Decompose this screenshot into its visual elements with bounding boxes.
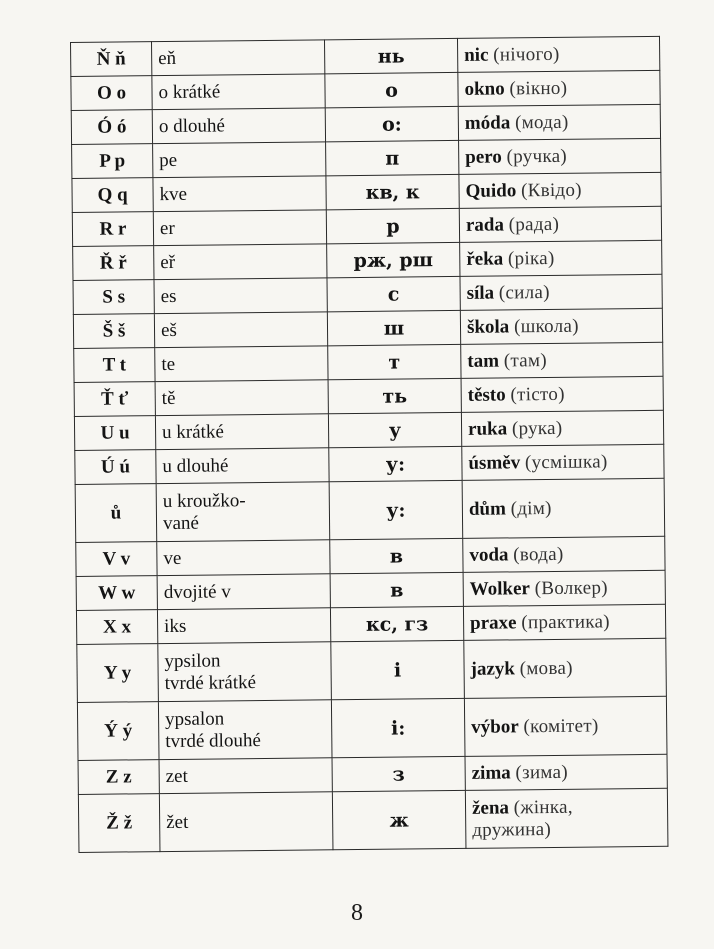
sound-cell: кв, к: [326, 174, 459, 209]
letter-name-cell: ypsalon tvrdé dlouhé: [158, 700, 332, 760]
example-translation: (Волкер): [534, 576, 608, 599]
letter-cell: U u: [74, 416, 155, 451]
letter-name-cell: er: [153, 210, 326, 246]
example-word: ruka: [467, 417, 508, 440]
example-word: praxe: [469, 611, 517, 634]
letter-cell: R r: [72, 212, 153, 247]
example-translation: (мода): [514, 111, 569, 133]
example-translation: (рада): [508, 213, 560, 235]
letter-cell: Y y: [77, 644, 159, 703]
example-word: řeka: [466, 247, 504, 270]
example-cell: [464, 696, 667, 756]
example-translation: (сила): [498, 281, 550, 304]
example-word: zima: [471, 761, 511, 784]
letter-cell: Z z: [78, 760, 159, 795]
example-word: těsto: [467, 383, 506, 406]
example-cell: [461, 410, 663, 446]
example-cell: [465, 788, 668, 848]
example-word: okno: [464, 77, 505, 100]
example-word: žena: [471, 796, 510, 819]
example-cell: [459, 206, 661, 242]
example-cell: [458, 70, 660, 106]
letter-name-cell: eř: [154, 244, 327, 280]
example-translation: (жінка, дружина): [472, 796, 573, 841]
example-translation: (рука): [511, 417, 563, 439]
example-cell: [464, 638, 667, 698]
sound-cell: п: [326, 140, 459, 175]
example-translation: (вода): [513, 543, 564, 565]
sound-cell: с: [327, 276, 460, 311]
table-row: [78, 788, 668, 852]
sound-cell: рж, рш: [327, 242, 460, 277]
letter-name-cell: o krátké: [152, 74, 325, 110]
table-row: [75, 478, 665, 542]
example-cell: [460, 240, 662, 276]
example-translation: (нічого): [493, 43, 560, 66]
example-translation: (там): [503, 349, 548, 371]
sound-cell: р: [326, 208, 459, 243]
letter-name-cell: eš: [154, 312, 327, 348]
example-translation: (мова): [519, 657, 573, 679]
example-translation: (усмішка): [524, 450, 608, 473]
letter-name-cell: ve: [157, 540, 330, 576]
letter-cell: Ř ř: [73, 246, 154, 281]
letter-cell: Ň ň: [71, 42, 152, 77]
letter-cell: X x: [76, 610, 157, 645]
sound-cell: з: [332, 756, 465, 791]
letter-cell: O o: [71, 76, 152, 111]
letter-cell: Ó ó: [71, 110, 152, 145]
example-cell: [457, 36, 659, 72]
letter-cell: ů: [75, 484, 157, 543]
example-word: voda: [469, 543, 509, 566]
sound-cell: у: [328, 412, 461, 447]
sound-cell: т: [328, 344, 461, 379]
letter-cell: Ž ž: [78, 794, 160, 853]
sound-cell: у:: [329, 480, 463, 539]
example-word: nic: [464, 44, 489, 66]
letter-cell: Q q: [72, 178, 153, 213]
sound-cell: в: [330, 572, 463, 607]
letter-cell: W w: [76, 576, 157, 611]
letter-name-cell: kve: [153, 176, 326, 212]
table-row: [77, 638, 667, 702]
letter-name-cell: iks: [157, 608, 330, 644]
letter-name-cell: u krátké: [155, 414, 328, 450]
example-cell: [465, 754, 667, 790]
letter-name-cell: o dlouhé: [152, 108, 325, 144]
example-word: Quido: [465, 179, 517, 202]
example-word: škola: [466, 315, 510, 338]
example-translation: (вікно): [509, 77, 568, 99]
alphabet-table: [70, 36, 668, 853]
letter-cell: T t: [74, 348, 155, 383]
example-word: rada: [465, 213, 505, 236]
page-number: 8: [351, 900, 363, 926]
letter-name-cell: žet: [159, 792, 333, 852]
alphabet-table-body: [71, 36, 668, 852]
example-translation: (практика): [521, 610, 610, 633]
letter-name-cell: pe: [153, 142, 326, 178]
letter-name-cell: zet: [159, 758, 332, 794]
example-translation: (зима): [515, 761, 569, 783]
example-cell: [462, 444, 664, 480]
example-cell: [463, 536, 665, 572]
letter-cell: P p: [72, 144, 153, 179]
example-word: Wolker: [469, 577, 531, 600]
example-translation: (ріка): [507, 247, 555, 269]
example-word: dům: [468, 497, 506, 520]
example-translation: (ручка): [506, 145, 568, 167]
letter-cell: Ť ť: [74, 382, 155, 417]
table-row: [77, 696, 667, 760]
example-translation: (дім): [510, 497, 552, 519]
letter-cell: V v: [76, 542, 157, 577]
example-word: výbor: [471, 715, 519, 738]
letter-cell: S s: [73, 280, 154, 315]
sound-cell: у:: [329, 446, 462, 481]
example-translation: (школа): [513, 315, 579, 337]
sound-cell: кс, гз: [330, 606, 463, 641]
example-cell: [460, 308, 662, 344]
sound-cell: ть: [328, 378, 461, 413]
sound-cell: ш: [327, 310, 460, 345]
letter-name-cell: u dlouhé: [156, 448, 329, 484]
sound-cell: ж: [332, 790, 466, 849]
example-cell: [462, 478, 665, 538]
example-cell: [461, 342, 663, 378]
example-cell: [461, 376, 663, 412]
letter-cell: Š š: [73, 314, 154, 349]
example-cell: [458, 104, 660, 140]
example-cell: [460, 274, 662, 310]
example-translation: (Квідо): [520, 179, 582, 201]
example-cell: [459, 138, 661, 174]
letter-name-cell: eň: [152, 40, 325, 76]
example-translation: (тісто): [510, 383, 565, 405]
letter-cell: Ý ý: [77, 702, 159, 761]
letter-name-cell: ypsilon tvrdé krátké: [158, 642, 332, 702]
sound-cell: в: [330, 538, 463, 573]
sound-cell: нь: [324, 38, 457, 73]
letter-name-cell: tě: [155, 380, 328, 416]
example-cell: [459, 172, 661, 208]
sound-cell: і:: [331, 698, 465, 757]
example-word: tam: [467, 350, 500, 372]
example-word: síla: [466, 282, 495, 304]
letter-name-cell: te: [155, 346, 328, 382]
letter-name-cell: dvojité v: [157, 574, 330, 610]
sound-cell: о: [325, 72, 458, 107]
letter-cell: Ú ú: [75, 450, 156, 485]
example-word: pero: [465, 145, 502, 168]
letter-name-cell: es: [154, 278, 327, 314]
example-cell: [463, 570, 665, 606]
example-word: móda: [464, 111, 511, 134]
example-translation: (комітет): [523, 715, 599, 737]
sound-cell: о:: [325, 106, 458, 141]
example-word: jazyk: [470, 657, 516, 680]
sound-cell: і: [331, 640, 465, 699]
example-word: úsměv: [468, 451, 521, 474]
example-cell: [463, 604, 665, 640]
letter-name-cell: u kroužko- vané: [156, 482, 330, 542]
